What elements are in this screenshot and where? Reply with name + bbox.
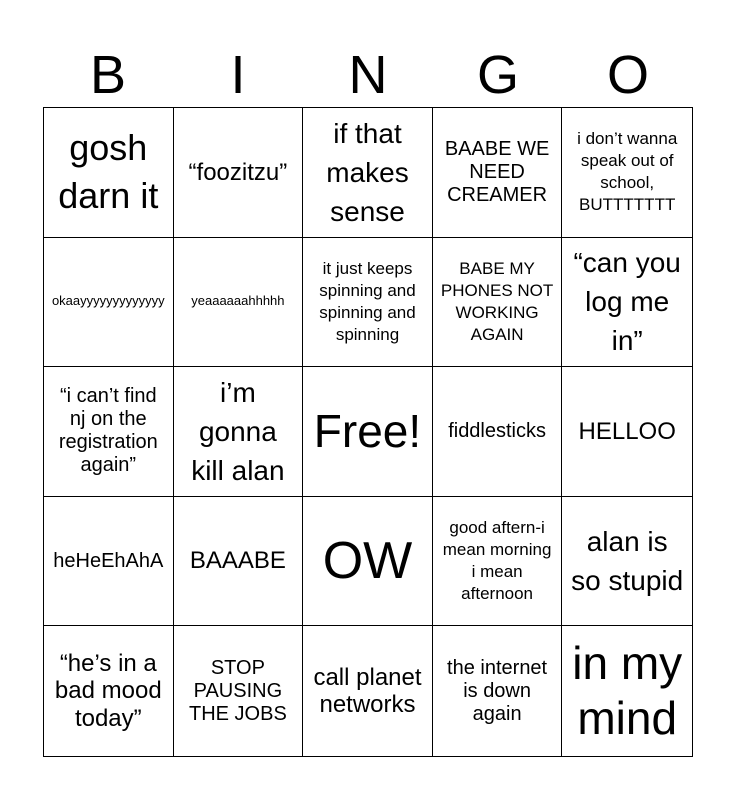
bingo-cell-i4[interactable] [174,497,304,627]
cell-text: “can you log me in” [573,247,681,357]
cell-text: “i can’t find nj on the registration again” [58,385,158,477]
bingo-cell-n1[interactable] [303,108,433,238]
cell-text: good aftern-i mean morning i mean afternoon [442,517,552,604]
header-letter-g: G [476,45,519,105]
cell-text: okaayyyyyyyyyyyyy [51,293,165,309]
cell-text: yeaaaaaahhhhh [191,293,285,309]
bingo-cell-i1[interactable] [174,108,304,238]
bingo-cell-i3[interactable] [174,367,304,497]
bingo-cell-b1[interactable] [44,108,174,238]
bingo-cell-n4[interactable] [303,497,433,627]
cell-text: i don’t wanna speak out of school, BUTTTTTTT [577,129,678,215]
bingo-cell-g5[interactable] [433,626,563,756]
bingo-cell-o3[interactable] [562,367,692,497]
bingo-cell-o5[interactable] [562,626,692,756]
bingo-cell-i2[interactable] [174,238,304,368]
bingo-cell-o4[interactable] [562,497,692,627]
bingo-cell-n5[interactable] [303,626,433,756]
bingo-cell-n2[interactable] [303,238,433,368]
header-letter-n: N [348,45,388,105]
cell-text: in my mind [572,637,683,745]
cell-text: if that makes sense [326,117,409,227]
bingo-cell-g3[interactable] [433,367,563,497]
cell-text: it just keeps spinning and spinning and spinning [319,258,416,344]
header-letter-o: O [606,45,649,105]
cell-text: alan is so stupid [571,525,684,597]
cell-text: BAABE WE NEED CREAMER [444,137,550,206]
bingo-cell-o2[interactable] [562,238,692,368]
bingo-cell-free[interactable] [303,367,433,497]
bingo-cell-b3[interactable] [44,367,174,497]
bingo-board [43,107,693,757]
header-letter-b: B [89,45,127,105]
bingo-cell-g2[interactable] [433,238,563,368]
header-letter-i: I [230,45,246,105]
cell-text: the internet is down again [447,656,548,725]
bingo-cell-g1[interactable] [433,108,563,238]
bingo-cell-g4[interactable] [433,497,563,627]
cell-text: call planet networks [313,663,422,719]
cell-text: gosh darn it [58,126,159,217]
bingo-cell-b5[interactable] [44,626,174,756]
cell-text: BABE MY PHONES NOT WORKING AGAIN [440,258,554,344]
free-space-label: Free! [313,404,422,457]
cell-text: i’m gonna kill alan [191,376,285,487]
cell-text: STOP PAUSING THE JOBS [188,656,287,725]
cell-text: heHeEhAhA [53,549,164,572]
bingo-cell-b2[interactable] [44,238,174,368]
bingo-cell-o1[interactable] [562,108,692,238]
bingo-cell-i5[interactable] [174,626,304,756]
cell-text: HELLOO [578,417,676,445]
cell-text: “foozitzu” [188,158,288,186]
cell-text: fiddlesticks [448,419,546,442]
bingo-cell-b4[interactable] [44,497,174,627]
cell-text: “he’s in a bad mood today” [54,649,162,732]
cell-text: OW [322,532,413,591]
cell-text: BAAABE [189,547,286,575]
bingo-header [43,44,693,106]
